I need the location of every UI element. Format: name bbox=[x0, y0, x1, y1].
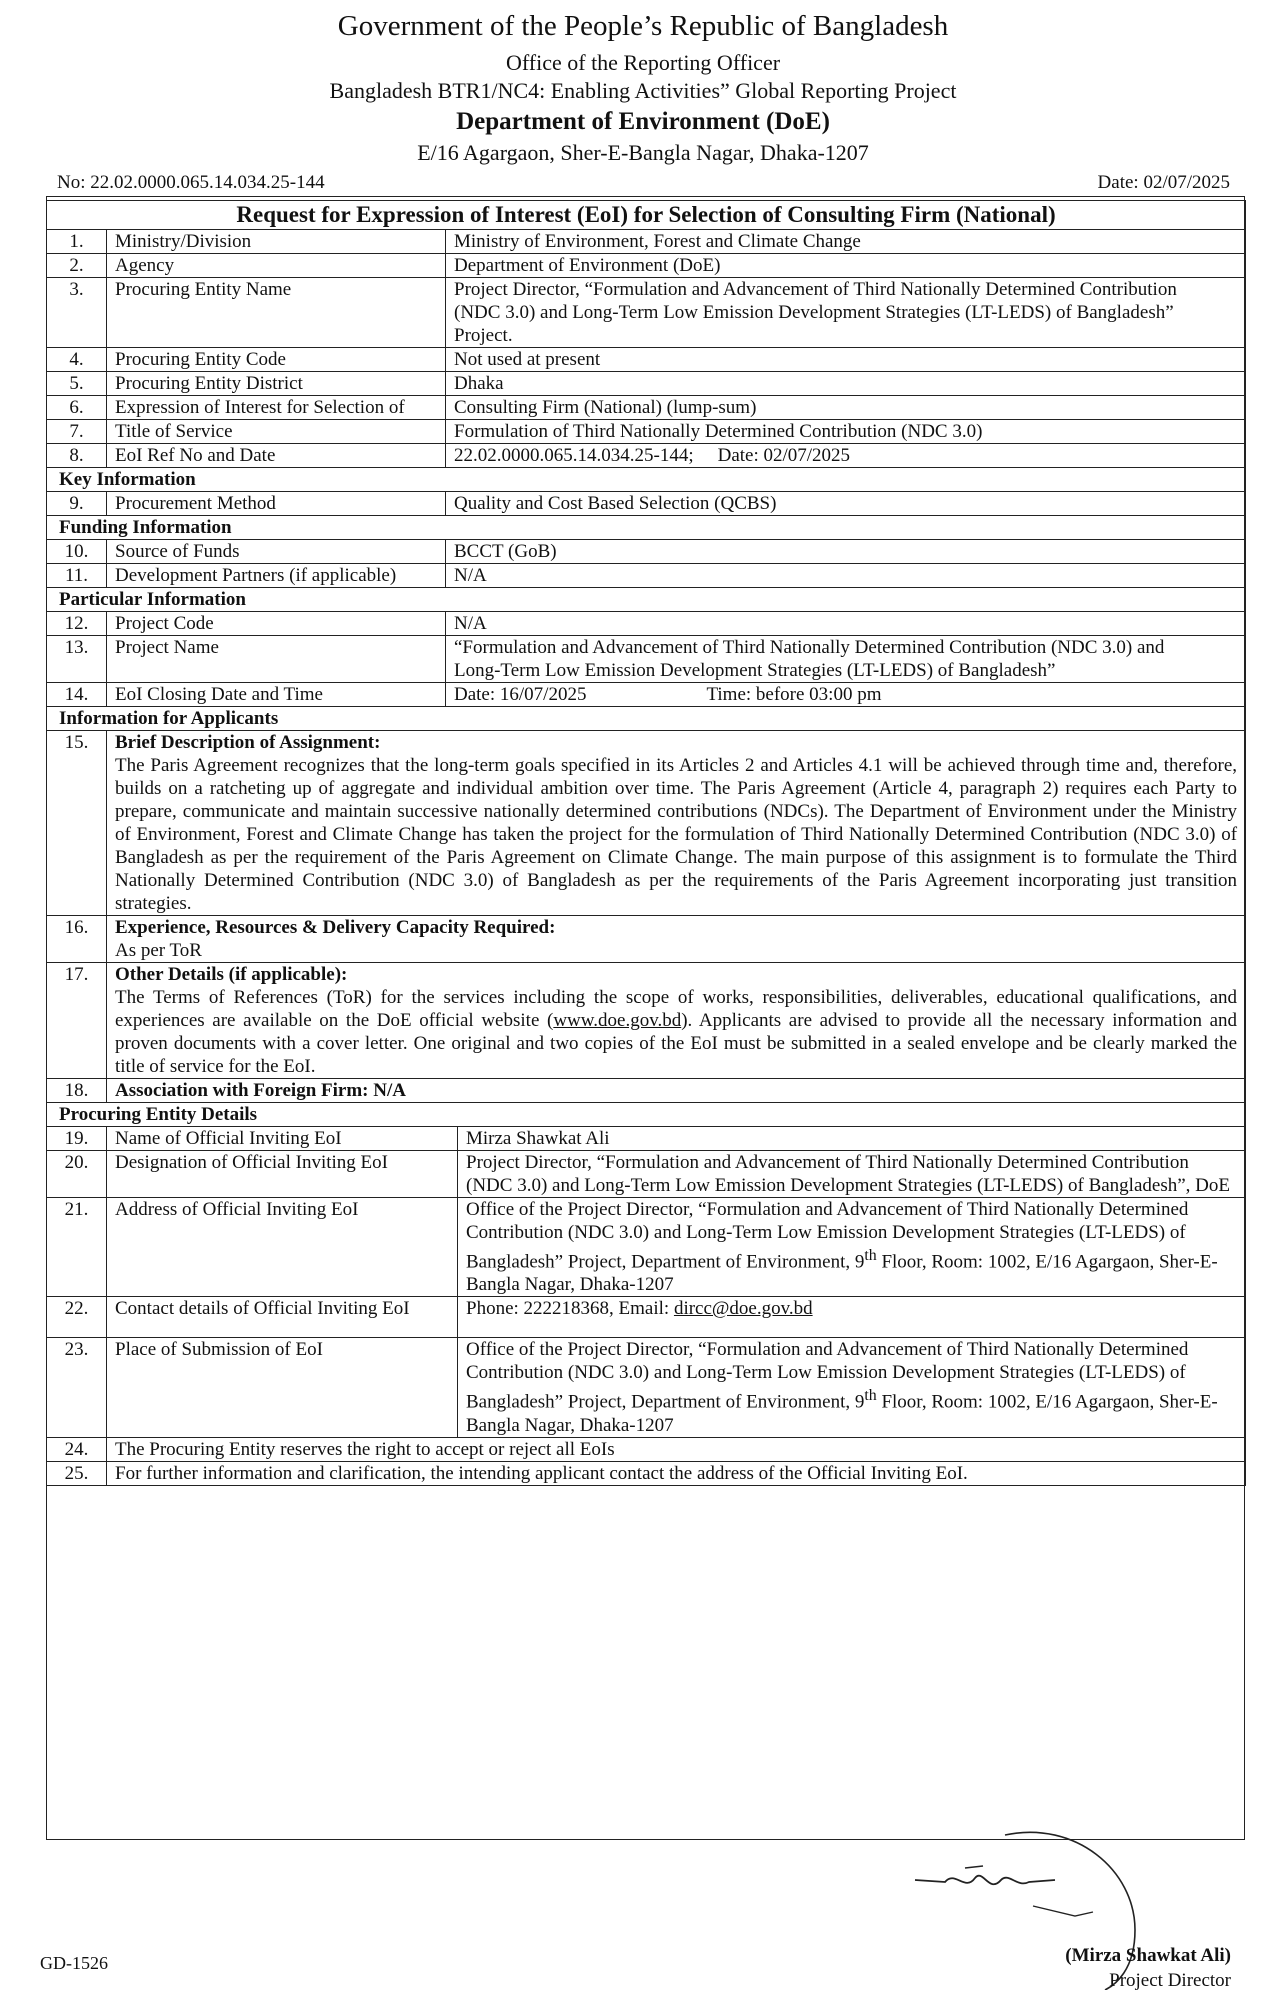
row-value: N/A bbox=[446, 612, 1246, 636]
text-part: ). Applicants are advised to provide all the necessary information and proven documents with a cover letter. One original and two copies of the EoI must be submitted in a sealed envelope and be clearly marked the title of service for the EoI. bbox=[115, 1010, 1238, 1077]
table-row bbox=[47, 420, 1246, 444]
text-part: The Terms of References (ToR) for the services including the scope of works, responsibilities, deliverables, educational qualifications, and experiences are available on the DoE official website ( bbox=[115, 987, 1238, 1031]
department-address: E/16 Agargaon, Sher-E-Bangla Nagar, Dhaka-1207 bbox=[417, 140, 869, 165]
ref-date: Date: 02/07/2025 bbox=[717, 445, 851, 466]
row-value bbox=[458, 1297, 1246, 1338]
row-number: 23. bbox=[47, 1338, 107, 1437]
row-number: 3. bbox=[47, 278, 107, 348]
table-row bbox=[47, 396, 1246, 420]
signatory-designation: Project Director bbox=[1109, 1970, 1231, 1991]
row-label: Agency bbox=[107, 254, 446, 278]
row-number: 14. bbox=[47, 683, 107, 707]
table-row bbox=[47, 1297, 1246, 1338]
item-text: As per ToR bbox=[115, 940, 202, 961]
ref-number: 22.02.0000.065.14.034.25-144; bbox=[454, 445, 694, 466]
row-number: 17. bbox=[47, 963, 107, 1079]
table-row bbox=[47, 372, 1246, 396]
eoi-table bbox=[46, 200, 1246, 1486]
section-row bbox=[47, 707, 1246, 731]
row-number: 9. bbox=[47, 492, 107, 516]
text-part: Office of the Project Director, “Formulation and Advancement of Third Nationally Determined Contribution (NDC 3.0) and Long-Term Low Emission Development Strategies (LT-LEDS) of Bangladesh” Project, Department of Environment, 9 bbox=[466, 1339, 1189, 1413]
row-label: Designation of Official Inviting EoI bbox=[107, 1151, 458, 1198]
row-number: 11. bbox=[47, 564, 107, 588]
row-value: Ministry of Environment, Forest and Climate Change bbox=[446, 230, 1246, 254]
item-heading: Association with Foreign Firm: N/A bbox=[107, 1079, 1246, 1103]
row-number: 10. bbox=[47, 540, 107, 564]
item-text bbox=[115, 986, 1237, 1078]
row-label: Procurement Method bbox=[107, 492, 446, 516]
row-number: 19. bbox=[47, 1127, 107, 1151]
row-value bbox=[458, 1338, 1246, 1437]
row-value: Project Director, “Formulation and Advancement of Third Nationally Determined Contribution (NDC 3.0) and Long-Term Low Emission Development Strategies (LT-LEDS) of Bangladesh” Project. bbox=[446, 278, 1246, 348]
table-row bbox=[47, 1198, 1246, 1297]
row-number: 6. bbox=[47, 396, 107, 420]
table-row bbox=[47, 1151, 1246, 1198]
row-number: 7. bbox=[47, 420, 107, 444]
row-value: Quality and Cost Based Selection (QCBS) bbox=[446, 492, 1246, 516]
memo-date: Date: 02/07/2025 bbox=[1097, 172, 1230, 193]
item-heading: Brief Description of Assignment: bbox=[115, 732, 381, 753]
row-label: Source of Funds bbox=[107, 540, 446, 564]
table-row bbox=[47, 683, 1246, 707]
row-label: Procuring Entity Name bbox=[107, 278, 446, 348]
table-title-row bbox=[47, 201, 1246, 230]
table-row bbox=[47, 348, 1246, 372]
row-number: 16. bbox=[47, 916, 107, 963]
eoi-title: Request for Expression of Interest (EoI) for Selection of Consulting Firm (National) bbox=[47, 201, 1246, 230]
section-heading: Funding Information bbox=[47, 516, 1246, 540]
department-name: Department of Environment (DoE) bbox=[456, 108, 830, 135]
text-part: Phone: 222218368, Email: bbox=[466, 1298, 674, 1320]
memo-number: No: 22.02.0000.065.14.034.25-144 bbox=[57, 172, 325, 193]
table-row bbox=[47, 916, 1246, 963]
item-heading: Experience, Resources & Delivery Capacity Required: bbox=[115, 917, 556, 938]
row-label: Development Partners (if applicable) bbox=[107, 564, 446, 588]
row-label: Title of Service bbox=[107, 420, 446, 444]
section-heading: Key Information bbox=[47, 468, 1246, 492]
row-value: Dhaka bbox=[446, 372, 1246, 396]
table-row bbox=[47, 492, 1246, 516]
row-content bbox=[107, 963, 1246, 1079]
section-row bbox=[47, 516, 1246, 540]
row-label: Project Name bbox=[107, 636, 446, 683]
row-content bbox=[107, 731, 1246, 916]
row-value: Department of Environment (DoE) bbox=[446, 254, 1246, 278]
superscript: th bbox=[864, 1387, 877, 1405]
government-title: Government of the People’s Republic of Bangladesh bbox=[337, 10, 949, 42]
row-value: N/A bbox=[446, 564, 1246, 588]
row-label: Expression of Interest for Selection of bbox=[107, 396, 446, 420]
table-row bbox=[47, 1338, 1246, 1437]
row-number: 22. bbox=[47, 1297, 107, 1338]
form-code: GD-1526 bbox=[40, 1953, 108, 1973]
superscript: th bbox=[864, 1247, 877, 1264]
section-row bbox=[47, 468, 1246, 492]
row-label: Name of Official Inviting EoI bbox=[107, 1127, 458, 1151]
row-label: Procuring Entity Code bbox=[107, 348, 446, 372]
text-part: Floor, Room: 1002, E/16 Agargaon, Sher-E-Bangla Nagar, Dhaka-1207 bbox=[466, 1391, 1218, 1436]
row-label: Address of Official Inviting EoI bbox=[107, 1198, 458, 1297]
table-row bbox=[47, 278, 1246, 348]
table-row bbox=[47, 612, 1246, 636]
row-number: 15. bbox=[47, 731, 107, 916]
row-value: Mirza Shawkat Ali bbox=[458, 1127, 1246, 1151]
row-value: Consulting Firm (National) (lump-sum) bbox=[446, 396, 1246, 420]
closing-time: Time: before 03:00 pm bbox=[706, 684, 882, 705]
table-row bbox=[47, 1127, 1246, 1151]
table-row bbox=[47, 444, 1246, 468]
row-value: “Formulation and Advancement of Third Nationally Determined Contribution (NDC 3.0) and Long-Term Low Emission Development Strategies (LT-LEDS) of Bangladesh” bbox=[446, 636, 1246, 683]
office-name: Office of the Reporting Officer bbox=[505, 50, 781, 75]
section-heading: Procuring Entity Details bbox=[47, 1103, 1246, 1127]
row-number: 18. bbox=[47, 1079, 107, 1103]
table-row bbox=[47, 963, 1246, 1079]
row-text: For further information and clarification, the intending applicant contact the address of the Official Inviting EoI. bbox=[107, 1461, 1246, 1485]
row-number: 13. bbox=[47, 636, 107, 683]
section-heading: Particular Information bbox=[47, 588, 1246, 612]
text-part: Floor, Room: 1002, E/16 Agargaon, Sher-E-Bangla Nagar, Dhaka-1207 bbox=[466, 1251, 1218, 1296]
row-value: Formulation of Third Nationally Determined Contribution (NDC 3.0) bbox=[446, 420, 1246, 444]
row-number: 25. bbox=[47, 1461, 107, 1485]
item-heading: Other Details (if applicable): bbox=[115, 964, 348, 985]
signatory-name: (Mirza Shawkat Ali) bbox=[1065, 1945, 1231, 1966]
row-number: 20. bbox=[47, 1151, 107, 1198]
section-row bbox=[47, 1103, 1246, 1127]
section-row bbox=[47, 588, 1246, 612]
table-row bbox=[47, 1437, 1246, 1461]
text-part: Office of the Project Director, “Formulation and Advancement of Third Nationally Determined Contribution (NDC 3.0) and Long-Term Low Emission Development Strategies (LT-LEDS) of Bangladesh” Project, Department of Environment, 9 bbox=[466, 1199, 1189, 1273]
row-value bbox=[458, 1198, 1246, 1297]
table-row bbox=[47, 540, 1246, 564]
row-number: 1. bbox=[47, 230, 107, 254]
row-label: Project Code bbox=[107, 612, 446, 636]
table-row bbox=[47, 1079, 1246, 1103]
email-link[interactable]: dircc@doe.gov.bd bbox=[673, 1298, 813, 1320]
table-row bbox=[47, 1461, 1246, 1485]
row-label: Contact details of Official Inviting EoI bbox=[107, 1297, 458, 1338]
row-value: Not used at present bbox=[446, 348, 1246, 372]
item-text: The Paris Agreement recognizes that the long-term goals specified in its Articles 2 and Articles 4.1 will be achieved through time and, therefore, builds on a ratcheting up of aggregate and individual ambition over time. The Paris Agreement (Article 4, paragraph 2) requires each Party to prepare, communicate and maintain successive nationally determined contributions (NDCs). The Department of Environment under the Ministry of Environment, Forest and Climate Change has taken the project for the formulation of Third Nationally Determined Contribution (NDC 3.0) of Bangladesh as per the requirement of the Paris Agreement on Climate Change. The main purpose of this assignment is to formulate the Third Nationally Determined Contribution (NDC 3.0) of Bangladesh as per the requirements of the Paris Agreement incorporating just transition strategies. bbox=[115, 755, 1238, 914]
row-label: Ministry/Division bbox=[107, 230, 446, 254]
row-number: 12. bbox=[47, 612, 107, 636]
table-row bbox=[47, 230, 1246, 254]
row-content bbox=[107, 916, 1246, 963]
row-number: 21. bbox=[47, 1198, 107, 1297]
row-number: 4. bbox=[47, 348, 107, 372]
table-row bbox=[47, 636, 1246, 683]
row-number: 24. bbox=[47, 1437, 107, 1461]
row-label: EoI Closing Date and Time bbox=[107, 683, 446, 707]
table-row bbox=[47, 564, 1246, 588]
row-label: Procuring Entity District bbox=[107, 372, 446, 396]
row-value: BCCT (GoB) bbox=[446, 540, 1246, 564]
row-value bbox=[446, 683, 1246, 707]
table-row bbox=[47, 731, 1246, 916]
section-heading: Information for Applicants bbox=[47, 707, 1246, 731]
doe-website-link[interactable]: www.doe.gov.bd bbox=[553, 1010, 682, 1031]
row-value: Project Director, “Formulation and Advancement of Third Nationally Determined Contribution (NDC 3.0) and Long-Term Low Emission Development Strategies (LT-LEDS) of Bangladesh”, DoE bbox=[458, 1151, 1246, 1198]
table-row bbox=[47, 254, 1246, 278]
row-number: 8. bbox=[47, 444, 107, 468]
project-name: Bangladesh BTR1/NC4: Enabling Activities” Global Reporting Project bbox=[329, 78, 957, 103]
row-value bbox=[446, 444, 1246, 468]
row-label: Place of Submission of EoI bbox=[107, 1338, 458, 1437]
row-text: The Procuring Entity reserves the right to accept or reject all EoIs bbox=[107, 1437, 1246, 1461]
row-label: EoI Ref No and Date bbox=[107, 444, 446, 468]
row-number: 5. bbox=[47, 372, 107, 396]
closing-date: Date: 16/07/2025 bbox=[454, 684, 587, 705]
row-number: 2. bbox=[47, 254, 107, 278]
